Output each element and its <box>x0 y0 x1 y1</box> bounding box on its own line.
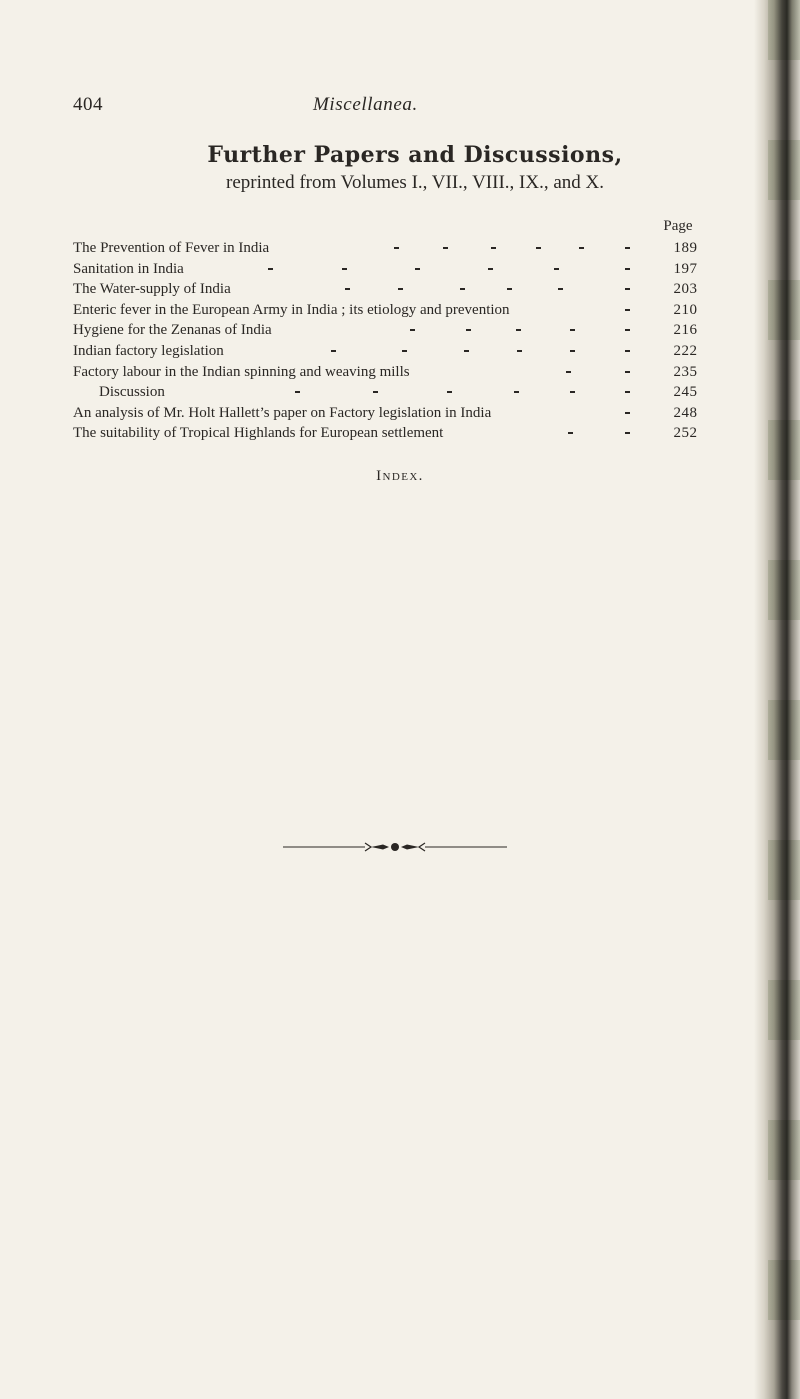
toc-entry-title: The Water-supply of India <box>73 281 231 298</box>
dash-leader <box>73 382 633 402</box>
page-edge-tint <box>768 0 800 1399</box>
toc-entry-page: 222 <box>673 342 698 359</box>
toc-entry-title: Sanitation in India <box>73 260 184 277</box>
dash-leader <box>73 320 633 340</box>
toc-entry <box>73 320 713 341</box>
toc-entry <box>73 341 713 362</box>
dash-leader <box>73 341 633 361</box>
running-head <box>73 93 473 117</box>
toc-entry <box>73 238 713 259</box>
toc-entry <box>73 423 713 444</box>
toc-entry <box>73 259 713 280</box>
dash-leader <box>73 279 633 299</box>
page-column-header: Page <box>663 218 693 234</box>
dash-leader <box>73 259 633 279</box>
toc-entry-title: Enteric fever in the European Army in India ; its etiology and prevention <box>73 301 510 318</box>
toc-entry <box>73 300 713 321</box>
toc-entry-page: 245 <box>673 384 698 401</box>
table-of-contents <box>73 238 713 444</box>
dash-leader <box>73 403 633 423</box>
toc-entry-title: Factory labour in the Indian spinning and weaving mills <box>73 363 410 380</box>
toc-entry-title: Discussion <box>99 384 165 401</box>
toc-entry-page: 248 <box>673 404 698 421</box>
toc-entry-title: An analysis of Mr. Holt Hallett’s paper on Factory legislation in India <box>73 404 492 421</box>
dash-leader <box>73 300 633 320</box>
toc-entry-title: The Prevention of Fever in India <box>73 240 270 256</box>
toc-entry-page: 197 <box>673 260 698 277</box>
page-number: 404 <box>73 94 103 115</box>
toc-entry-page: 189 <box>673 240 698 256</box>
toc-entry-page: 210 <box>673 301 698 318</box>
toc-entry-page: 216 <box>673 322 698 339</box>
ornamental-rule <box>283 840 507 854</box>
index-label: Index. <box>376 468 424 484</box>
dash-leader <box>73 362 633 382</box>
toc-entry <box>73 403 713 424</box>
toc-entry-title: The suitability of Tropical Highlands for European settlement <box>73 425 444 442</box>
toc-entry <box>73 382 713 403</box>
toc-entry <box>73 362 713 383</box>
toc-entry-title: Indian factory legislation <box>73 342 224 359</box>
toc-entry-page: 235 <box>673 363 698 380</box>
dash-leader <box>73 238 633 258</box>
section-title: Further Papers and Discussions, <box>207 142 623 168</box>
toc-entry <box>73 279 713 300</box>
toc-entry-page: 203 <box>673 281 698 298</box>
section-subtitle: reprinted from Volumes I., VII., VIII., IX., and X. <box>226 172 604 193</box>
running-title: Miscellanea. <box>313 94 418 115</box>
dash-leader <box>73 423 633 443</box>
toc-entry-title: Hygiene for the Zenanas of India <box>73 322 272 339</box>
toc-entry-page: 252 <box>673 425 698 442</box>
